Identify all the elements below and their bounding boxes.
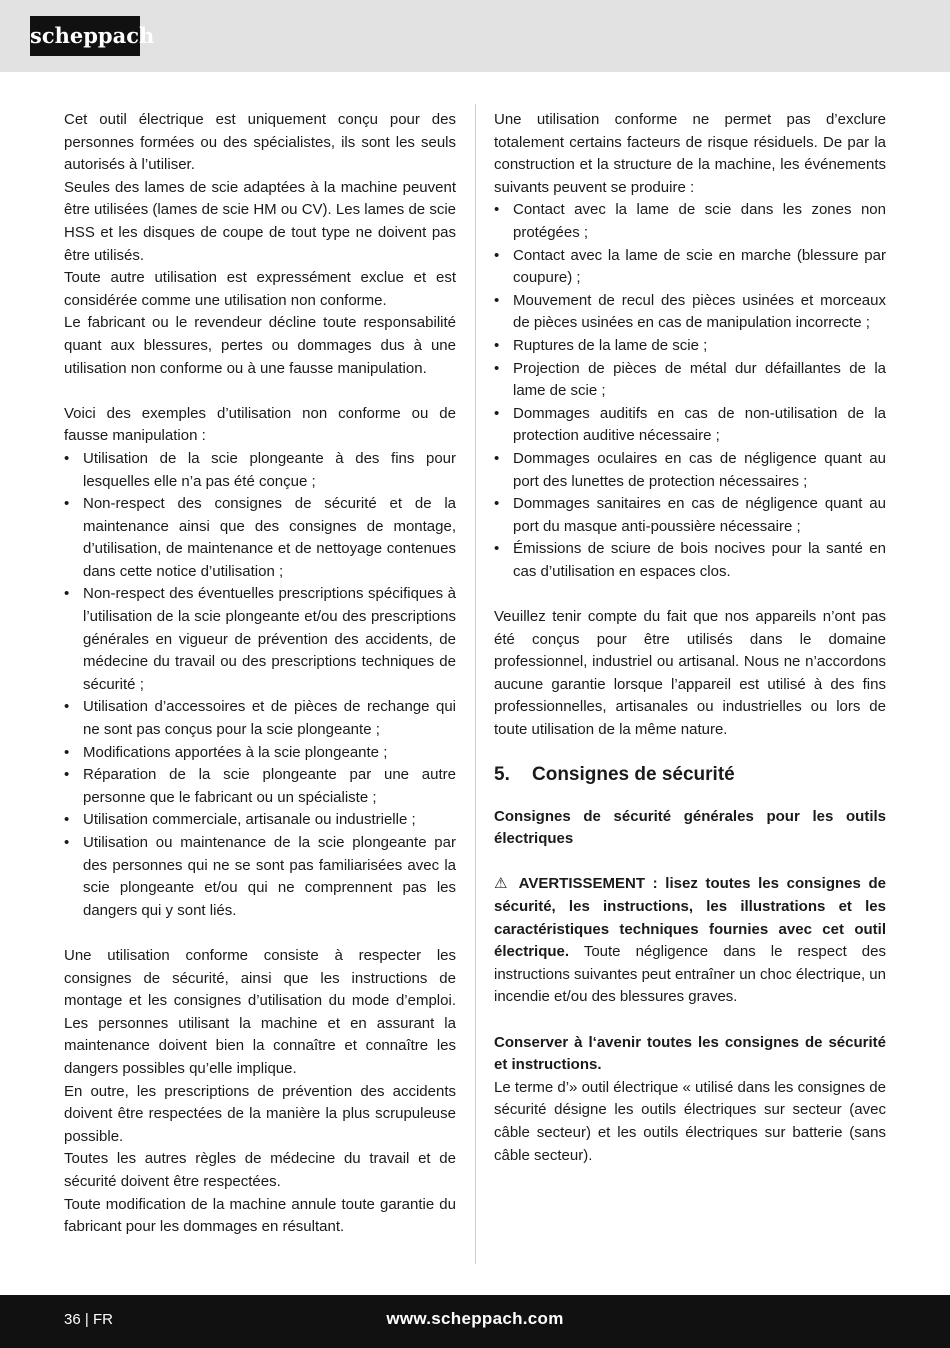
bullet-icon: •: [64, 834, 70, 851]
bullet-icon: •: [64, 698, 70, 716]
section-title: Consignes de sécurité: [532, 763, 735, 785]
website-link[interactable]: www.scheppach.com: [386, 1309, 564, 1328]
keep-instructions-heading: Conserver à l‘avenir toutes les consignes de sécurité et instructions.: [494, 1033, 886, 1074]
intro-paragraph: Seules des lames de scie adaptées à la machine peuvent être utilisées (lames de scie HM ou CV). Les lames de scie HSS et les disques de coupe de tout type ne doivent pas être utilisés.: [64, 178, 456, 264]
bullet-icon: •: [64, 743, 70, 761]
list-item: • Utilisation de la scie plongeante à des fins pour lesquelles elle n’a pas été conçue ;: [64, 449, 456, 490]
list-item: • Mouvement de recul des pièces usinées et morceaux de pièces usinées en cas de manipulation incorrecte ;: [494, 291, 886, 332]
list-item: • Contact avec la lame de scie en marche (blessure par coupure) ;: [494, 246, 886, 287]
list-item: • Ruptures de la lame de scie ;: [494, 335, 886, 358]
list-item: • Émissions de sciure de bois nocives pour la santé en cas d’utilisation en espaces clos.: [494, 540, 886, 580]
list-item: • Non-respect des éventuelles prescriptions spécifiques à l’utilisation de la scie plongeante et/ou des prescriptions générales en vigueur de prévention des accidents, de médecine du travail ou des prescriptions techniques de sécurité ;: [64, 585, 456, 693]
language-code: FR: [92, 1311, 113, 1328]
intro-paragraph: Toute autre utilisation est expressément exclue et est considérée comme une utilisation non conforme.: [64, 269, 456, 309]
left-column: [64, 109, 456, 1239]
intro-paragraph: Cet outil électrique est uniquement conçu pour des personnes formées ou des spécialistes, ils sont les seuls autorisés à l’utiliser.: [64, 111, 456, 174]
closing-paragraph: Toute modification de la machine annule toute garantie du fabricant pour les dommages en résultant.: [64, 1195, 456, 1236]
warning-triangle-icon: ⚠: [494, 875, 511, 893]
list-item: • Utilisation ou maintenance de la scie plongeante par des personnes qui ne se sont pas familiarisées avec la scie plongeante et/ou qui ne comprennent pas les dangers qui y sont liés.: [64, 834, 456, 919]
section-heading: [494, 762, 886, 788]
bullet-icon: •: [64, 585, 70, 603]
list-item: • Contact avec la lame de scie dans les zones non protégées ;: [494, 201, 886, 241]
page-header: [0, 0, 950, 72]
bullet-icon: •: [494, 291, 500, 309]
bullet-icon: •: [64, 495, 70, 513]
page-footer: [0, 1295, 950, 1348]
list-item: • Projection de pièces de métal dur défaillantes de la lame de scie ;: [494, 359, 886, 400]
page-number: 36: [64, 1311, 81, 1328]
section-number: 5.: [494, 763, 510, 785]
notice-paragraph: Veuillez tenir compte du fait que nos appareils n’ont pas été conçus pour être utilisés dans le domaine professionnel, industriel ou artisanal. Nous ne n’accordons aucune garantie lorsque l’appareil est utilisé à des fins professionnelles, artisanales ou industrielles ou lors de toute utilisation de la même nature.: [494, 608, 886, 739]
bullet-icon: •: [494, 495, 500, 513]
warning-paragraph: [494, 873, 886, 1009]
bullet-icon: •: [64, 811, 70, 829]
definition-paragraph: Le terme d’» outil électrique « utilisé dans les consignes de sécurité désigne les outils électriques sur secteur (avec câble secteur) et les outils électriques sur batterie (sans câble secteur).: [494, 1078, 886, 1164]
intro-paragraph: Le fabricant ou le revendeur décline toute responsabilité quant aux blessures, pertes ou dommages dus à une utilisation non conforme ou à une fausse manipulation.: [64, 314, 456, 377]
list-item: • Dommages auditifs en cas de non-utilisation de la protection auditive nécessaire ;: [494, 404, 886, 445]
scheppach-logo: scheppach: [30, 16, 140, 56]
column-divider: [475, 104, 476, 1264]
bullet-icon: •: [64, 449, 70, 467]
bullet-icon: •: [494, 246, 500, 264]
warning-text: Toute négligence dans le respect des instructions suivantes peut entraîner un choc électrique, un incendie et/ou des blessures graves.: [494, 943, 886, 1006]
examples-intro: Voici des exemples d’utilisation non conforme ou de fausse manipulation :: [64, 404, 456, 445]
list-item: • Non-respect des consignes de sécurité et de la maintenance ainsi que des consignes de montage, d’utilisation, de maintenance et de nettoyage contenues dans cette notice d’utilisation ;: [64, 495, 456, 580]
right-column: [494, 109, 886, 1167]
list-item: • Dommages oculaires en cas de négligence quant au port des lunettes de protection nécessaires ;: [494, 449, 886, 490]
closing-paragraph: Une utilisation conforme consiste à respecter les consignes de sécurité, ainsi que les instructions de montage et les consignes d’utilisation du mode d’emploi. Les personnes utilisant la machine et en assurant la maintenance doivent bien la connaître et connaître les dangers possibles qu’elle implique.: [64, 946, 456, 1077]
misuse-examples-list: [64, 448, 456, 922]
bullet-icon: •: [494, 359, 500, 377]
residual-risks-list: [494, 199, 886, 583]
separator: |: [84, 1311, 89, 1328]
list-item: • Utilisation d’accessoires et de pièces de rechange qui ne sont pas conçus pour la scie plongeante ;: [64, 698, 456, 739]
subheading: Consignes de sécurité générales pour les outils électriques: [494, 807, 886, 848]
bullet-icon: •: [494, 540, 500, 558]
closing-paragraph: En outre, les prescriptions de prévention des accidents doivent être respectées de la manière la plus scrupuleuse possible.: [64, 1082, 456, 1145]
list-item: • Utilisation commerciale, artisanale ou industrielle ;: [64, 809, 456, 832]
closing-paragraph: Toutes les autres règles de médecine du travail et de sécurité doivent être respectées.: [64, 1150, 456, 1190]
warning-bold-text: AVERTISSEMENT : lisez toutes les consignes de sécurité, les instructions, les illustrations et les caractéristiques techniques fournies avec cet outil électrique.: [494, 875, 886, 961]
bullet-icon: •: [494, 201, 500, 219]
bullet-icon: •: [494, 336, 500, 354]
list-item: • Modifications apportées à la scie plongeante ;: [64, 742, 456, 765]
risks-intro: Une utilisation conforme ne permet pas d’exclure totalement certains facteurs de risque résiduels. De par la construction et la structure de la machine, les événements suivants peuvent se produire :: [494, 111, 886, 196]
list-item: • Réparation de la scie plongeante par une autre personne que le fabricant ou un spécialiste ;: [64, 766, 456, 806]
bullet-icon: •: [494, 404, 500, 422]
bullet-icon: •: [494, 449, 500, 467]
list-item: • Dommages sanitaires en cas de négligence quant au port du masque anti-poussière nécessaire ;: [494, 495, 886, 535]
bullet-icon: •: [64, 766, 70, 784]
